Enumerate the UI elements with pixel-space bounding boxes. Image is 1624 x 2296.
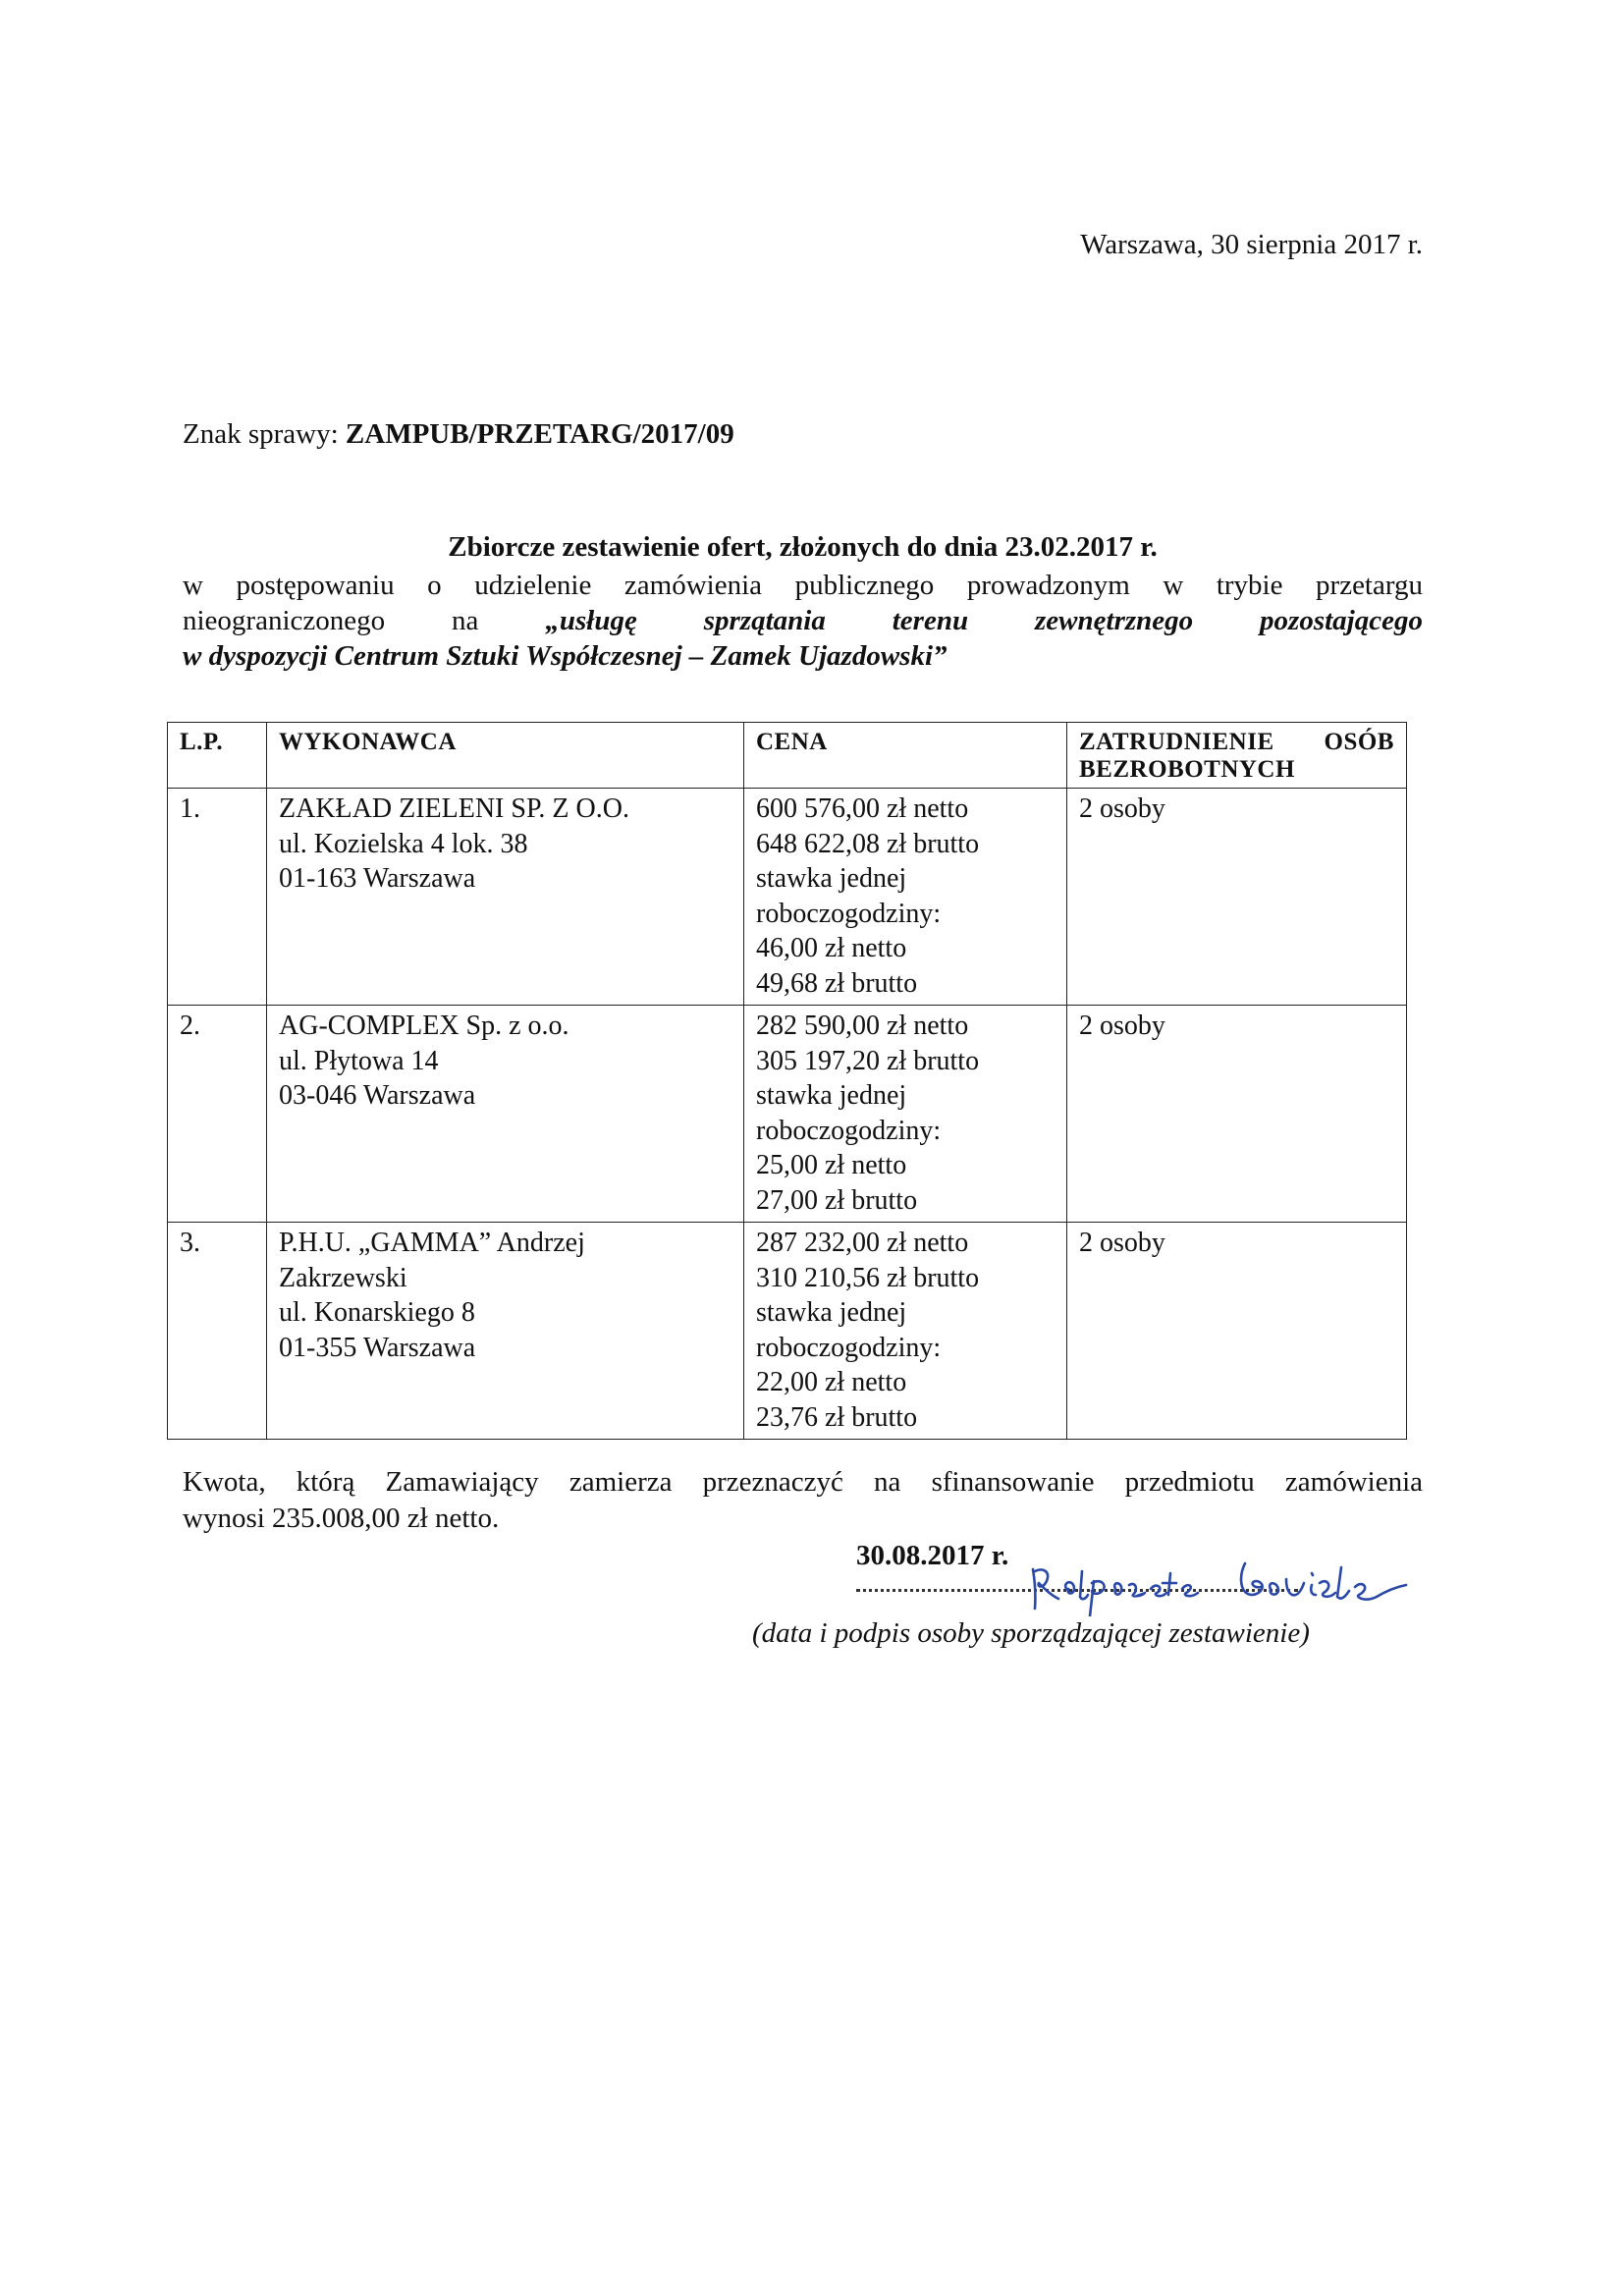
cena-line: 648 622,08 zł brutto bbox=[756, 828, 980, 859]
budget-paragraph bbox=[183, 1464, 1423, 1537]
cena-line: 46,00 zł netto bbox=[756, 933, 907, 963]
wykonawca-line: ul. Konarskiego 8 bbox=[279, 1297, 475, 1328]
row-cena bbox=[744, 789, 1067, 1006]
intro-line-2-italic: „usługę sprzątania terenu zewnętrznego pozostającego bbox=[545, 605, 1423, 636]
row-wykonawca bbox=[267, 1223, 744, 1440]
cena-line: stawka jednej bbox=[756, 863, 907, 894]
place-date: Warszawa, 30 sierpnia 2017 r. bbox=[1080, 229, 1423, 260]
wykonawca-line: 01-163 Warszawa bbox=[279, 863, 476, 894]
header-lp: L.P. bbox=[168, 723, 267, 789]
table-row bbox=[168, 789, 1407, 1006]
wykonawca-line: 03-046 Warszawa bbox=[279, 1080, 476, 1111]
wykonawca-line: ZAKŁAD ZIELENI SP. Z O.O. bbox=[279, 793, 629, 824]
cena-line: roboczogodziny: bbox=[756, 898, 942, 929]
table-header-row bbox=[168, 723, 1407, 789]
cena-line: 23,76 zł brutto bbox=[756, 1401, 918, 1433]
header-zatrudnienie-1: ZATRUDNIENIE bbox=[1079, 729, 1274, 755]
row-cena bbox=[744, 1223, 1067, 1440]
row-lp: 3. bbox=[168, 1223, 267, 1440]
wykonawca-line: ul. Kozielska 4 lok. 38 bbox=[279, 828, 528, 859]
wykonawca-line: 01-355 Warszawa bbox=[279, 1332, 476, 1363]
row-wykonawca bbox=[267, 789, 744, 1006]
cena-line: roboczogodziny: bbox=[756, 1332, 942, 1363]
cena-line: 22,00 zł netto bbox=[756, 1367, 907, 1397]
cena-line: 305 197,20 zł brutto bbox=[756, 1045, 980, 1076]
cena-line: stawka jednej bbox=[756, 1080, 907, 1111]
row-cena bbox=[744, 1006, 1067, 1223]
row-zatrudnienie: 2 osoby bbox=[1067, 1006, 1407, 1223]
wykonawca-line: ul. Płytowa 14 bbox=[279, 1045, 439, 1076]
row-wykonawca bbox=[267, 1006, 744, 1223]
cena-line: 27,00 zł brutto bbox=[756, 1184, 918, 1216]
header-cena: CENA bbox=[744, 723, 1067, 789]
header-zatrudnienie-3: BEZROBOTNYCH bbox=[1079, 756, 1295, 783]
header-zatrudnienie bbox=[1067, 723, 1407, 789]
table-row bbox=[168, 1223, 1407, 1440]
header-wykonawca: WYKONAWCA bbox=[267, 723, 744, 789]
intro-line-2-prefix: nieograniczonego na bbox=[183, 605, 546, 636]
cena-line: 49,68 zł brutto bbox=[756, 967, 918, 999]
handwritten-signature bbox=[1021, 1538, 1414, 1616]
cena-line: 310 210,56 zł brutto bbox=[756, 1262, 980, 1293]
case-label: Znak sprawy: bbox=[183, 418, 339, 450]
intro-paragraph bbox=[183, 568, 1423, 674]
cena-line: 600 576,00 zł netto bbox=[756, 793, 969, 824]
cena-line: 25,00 zł netto bbox=[756, 1150, 907, 1180]
case-reference bbox=[183, 418, 734, 451]
intro-line-3: w dyspozycji Centrum Sztuki Współczesnej – Zamek Ujazdowski” bbox=[183, 640, 947, 672]
intro-line-2 bbox=[183, 603, 1423, 638]
table-row bbox=[168, 1006, 1407, 1223]
budget-line-1: Kwota, którą Zamawiający zamierza przeznaczyć na sfinansowanie przedmiotu zamówienia bbox=[183, 1466, 1423, 1498]
wykonawca-line: P.H.U. „GAMMA” Andrzej bbox=[279, 1228, 585, 1258]
intro-line-1: w postępowaniu o udzielenie zamówienia publicznego prowadzonym w trybie przetargu bbox=[183, 570, 1423, 601]
row-lp: 1. bbox=[168, 789, 267, 1006]
offers-table bbox=[167, 722, 1407, 1440]
signature-date: 30.08.2017 r. bbox=[856, 1540, 1009, 1571]
row-lp: 2. bbox=[168, 1006, 267, 1223]
cena-line: stawka jednej bbox=[756, 1297, 907, 1328]
wykonawca-line: Zakrzewski bbox=[279, 1262, 407, 1293]
wykonawca-line: AG-COMPLEX Sp. z o.o. bbox=[279, 1011, 569, 1041]
case-number: ZAMPUB/PRZETARG/2017/09 bbox=[345, 418, 734, 450]
budget-line-2: wynosi 235.008,00 zł netto. bbox=[183, 1503, 500, 1534]
row-zatrudnienie: 2 osoby bbox=[1067, 1223, 1407, 1440]
cena-line: 282 590,00 zł netto bbox=[756, 1011, 969, 1041]
document-title: Zbiorcze zestawienie ofert, złożonych do dnia 23.02.2017 r. bbox=[448, 531, 1158, 563]
header-zatrudnienie-2: OSÓB bbox=[1324, 729, 1394, 755]
row-zatrudnienie: 2 osoby bbox=[1067, 789, 1407, 1006]
cena-line: 287 232,00 zł netto bbox=[756, 1228, 969, 1258]
signature-caption: (data i podpis osoby sporządzającej zestawienie) bbox=[752, 1617, 1310, 1649]
cena-line: roboczogodziny: bbox=[756, 1115, 942, 1146]
